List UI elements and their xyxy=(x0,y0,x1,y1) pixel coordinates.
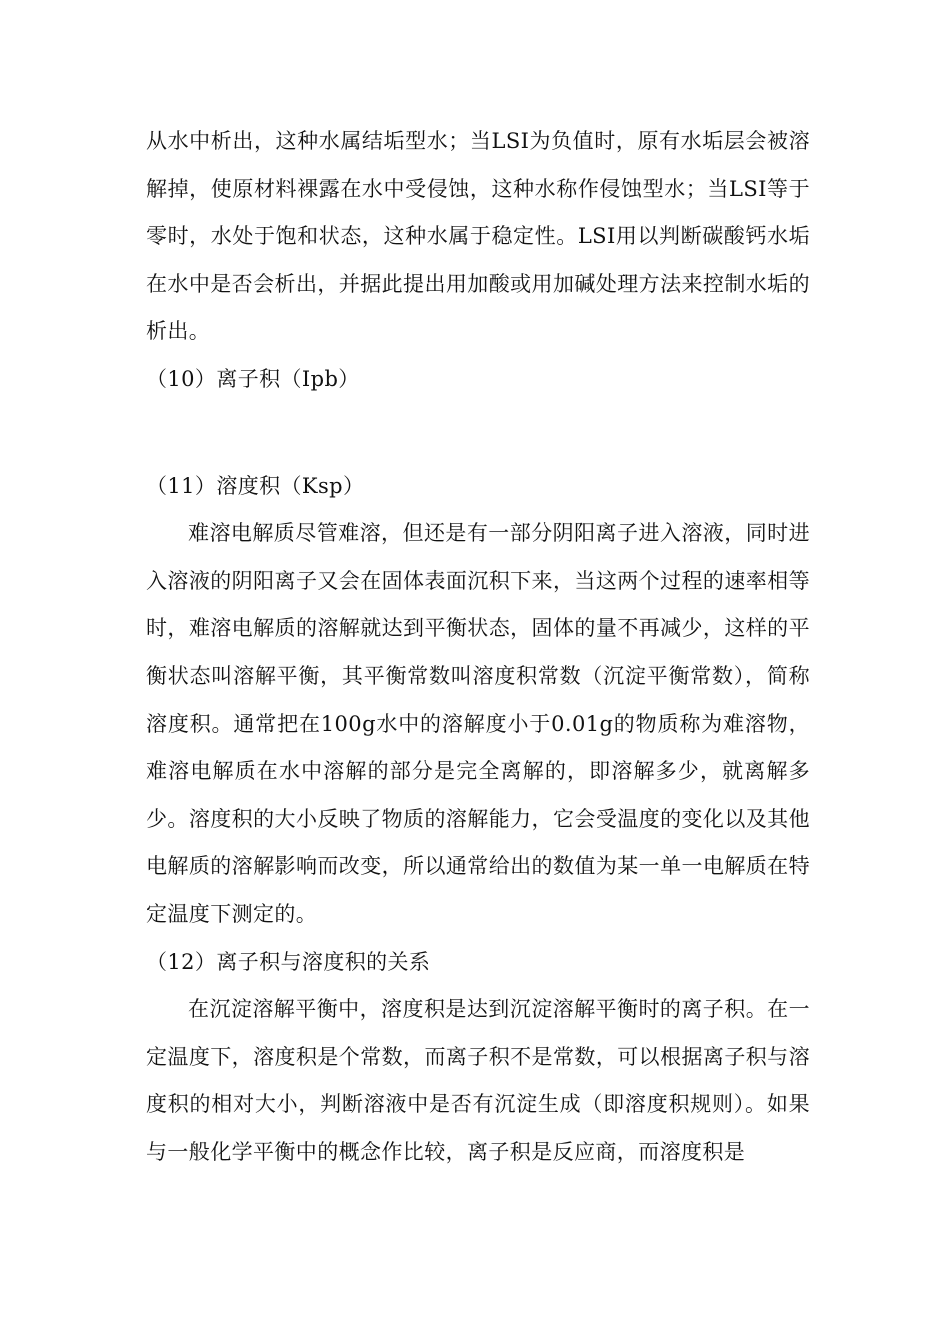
heading-solubility-product: （11）溶度积（Ksp） xyxy=(146,473,365,498)
document-body xyxy=(146,118,810,1176)
paragraph-lsi-continued: 从水中析出，这种水属结垢型水；当LSI为负值时，原有水垢层会被溶解掉，使原材料裸露在水中受侵蚀，这种水称作侵蚀型水；当LSI等于零时，水处于饱和状态，这种水属于稳定性。LSI用以判断碳酸钙水垢在水中是否会析出，并据此提出用加酸或用加碱处理方法来控制水垢的析出。 xyxy=(146,129,810,344)
blank-space xyxy=(146,404,810,463)
paragraph-relationship: 在沉淀溶解平衡中，溶度积是达到沉淀溶解平衡时的离子积。在一定温度下，溶度积是个常数，而离子积不是常数，可以根据离子积与溶度积的相对大小，判断溶液中是否有沉淀生成（即溶度积规则）。如果与一般化学平衡中的概念作比较，离子积是反应商，而溶度积是 xyxy=(146,997,810,1164)
heading-ion-product: （10）离子积（Ipb） xyxy=(146,366,360,391)
paragraph-solubility-product: 难溶电解质尽管难溶，但还是有一部分阴阳离子进入溶液，同时进入溶液的阴阳离子又会在固体表面沉积下来，当这两个过程的速率相等时，难溶电解质的溶解就达到平衡状态，固体的量不再减少，这样的平衡状态叫溶解平衡，其平衡常数叫溶度积常数（沉淀平衡常数），简称溶度积。通常把在100g水中的溶解度小于0.01g的物质称为难溶物，难溶电解质在水中溶解的部分是完全离解的，即溶解多少，就离解多少。溶度积的大小反映了物质的溶解能力，它会受温度的变化以及其他电解质的溶解影响而改变，所以通常给出的数值为某一单一电解质在特定温度下测定的。 xyxy=(146,521,810,926)
heading-relationship: （12）离子积与溶度积的关系 xyxy=(146,949,431,974)
